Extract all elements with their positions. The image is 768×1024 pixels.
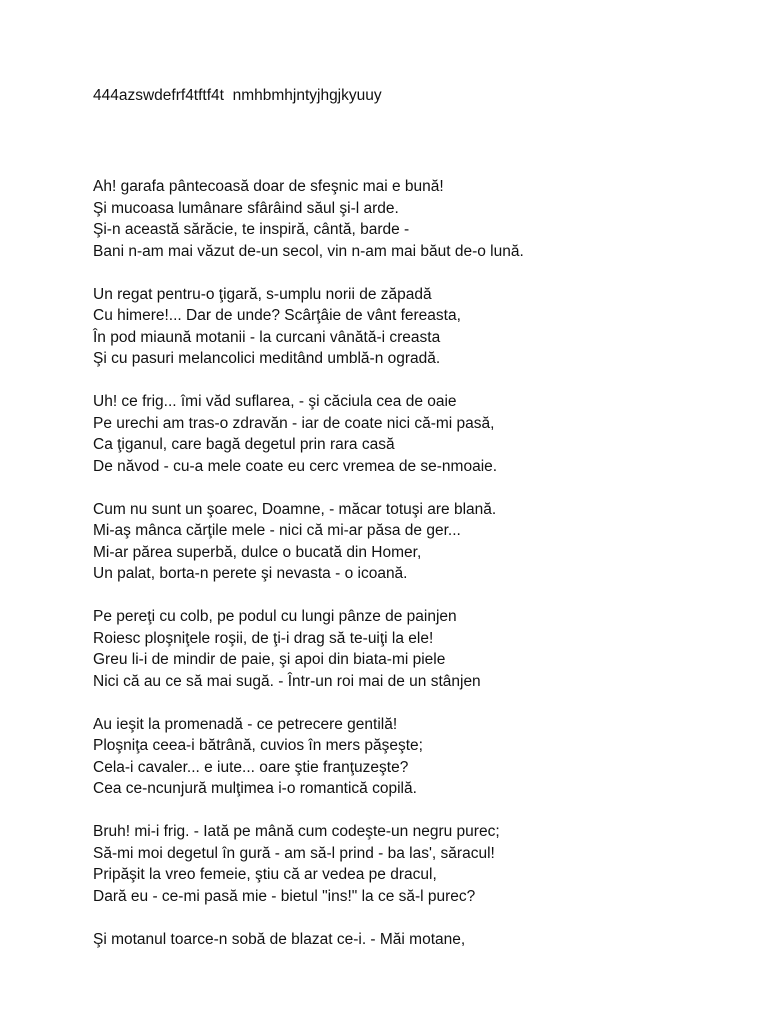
- stanza: [93, 391, 753, 477]
- poem-body: [93, 176, 753, 972]
- poem-line: Bruh! mi-i frig. - Iată pe mână cum codeşte-un negru purec;: [93, 823, 500, 840]
- poem-line: Şi-n această sărăcie, te inspiră, cântă, barde -: [93, 221, 410, 238]
- poem-line: Ah! garafa pântecoasă doar de sfeşnic mai e bună!: [93, 178, 444, 195]
- poem-line: Şi cu pasuri melancolici meditând umblă-n ogradă.: [93, 350, 441, 367]
- stanza: [93, 606, 753, 692]
- poem-line: Un regat pentru-o ţigară, s-umplu norii de zăpadă: [93, 285, 432, 303]
- poem-line: Bani n-am mai văzut de-un secol, vin n-am mai băut de-o lună.: [93, 242, 524, 260]
- stanza: [93, 284, 753, 370]
- stanza: [93, 929, 753, 951]
- poem-line: În pod miaună motanii - la curcani vânătă-i creasta: [93, 328, 441, 346]
- poem-line: Să-mi moi degetul în gură - am să-l prind - ba las', săracul!: [93, 844, 495, 862]
- document-header: 444azswdefrf4tftf4t nmhbmhjntyjhgjkyuuy: [93, 87, 382, 104]
- poem-line: Cu himere!... Dar de unde? Scârţâie de vânt fereasta,: [93, 307, 461, 324]
- poem-line: Roiesc ploşniţele roşii, de ţi-i drag să te-uiţi la ele!: [93, 629, 434, 647]
- poem-line: Pe urechi am tras-o zdravăn - iar de coate nici că-mi pasă,: [93, 414, 495, 432]
- poem-line: Greu li-i de mindir de paie, şi apoi din biata-mi piele: [93, 651, 446, 668]
- poem-line: Mi-aş mânca cărţile mele - nici că mi-ar păsa de ger...: [93, 522, 461, 539]
- poem-line: Ploşniţa ceea-i bătrână, cuvios în mers păşeşte;: [93, 737, 423, 754]
- stanza: [93, 714, 753, 800]
- poem-line: Şi mucoasa lumânare sfârâind săul şi-l arde.: [93, 199, 399, 217]
- poem-line: De năvod - cu-a mele coate eu cerc vremea de se-nmoaie.: [93, 457, 498, 475]
- poem-line: Cum nu sunt un şoarec, Doamne, - măcar totuşi are blană.: [93, 500, 497, 518]
- poem-line: Ca ţiganul, care bagă degetul prin rara casă: [93, 436, 395, 453]
- stanza: [93, 821, 753, 907]
- poem-line: Nici că au ce să mai sugă. - Într-un roi mai de un stânjen: [93, 672, 481, 690]
- poem-line: Cela-i cavaler... e iute... oare ştie franţuzeşte?: [93, 758, 409, 776]
- poem-line: Şi motanul toarce-n sobă de blazat ce-i. - Măi motane,: [93, 930, 466, 948]
- poem-line: Dară eu - ce-mi pasă mie - bietul "ins!" la ce să-l purec?: [93, 887, 476, 905]
- poem-line: Uh! ce frig... îmi văd suflarea, - şi căciula cea de oaie: [93, 393, 457, 410]
- poem-line: Cea ce-ncunjură mulţimea i-o romantică copilă.: [93, 780, 417, 797]
- stanza: [93, 176, 753, 262]
- poem-line: Pe pereţi cu colb, pe podul cu lungi pânze de painjen: [93, 608, 457, 625]
- poem-line: Au ieşit la promenadă - ce petrecere gentilă!: [93, 715, 398, 733]
- poem-line: Un palat, borta-n perete şi nevasta - o icoană.: [93, 565, 408, 582]
- poem-line: Pripăşit la vreo femeie, ştiu că ar vedea pe dracul,: [93, 866, 437, 883]
- stanza: [93, 499, 753, 585]
- poem-line: Mi-ar părea superbă, dulce o bucată din Homer,: [93, 543, 422, 561]
